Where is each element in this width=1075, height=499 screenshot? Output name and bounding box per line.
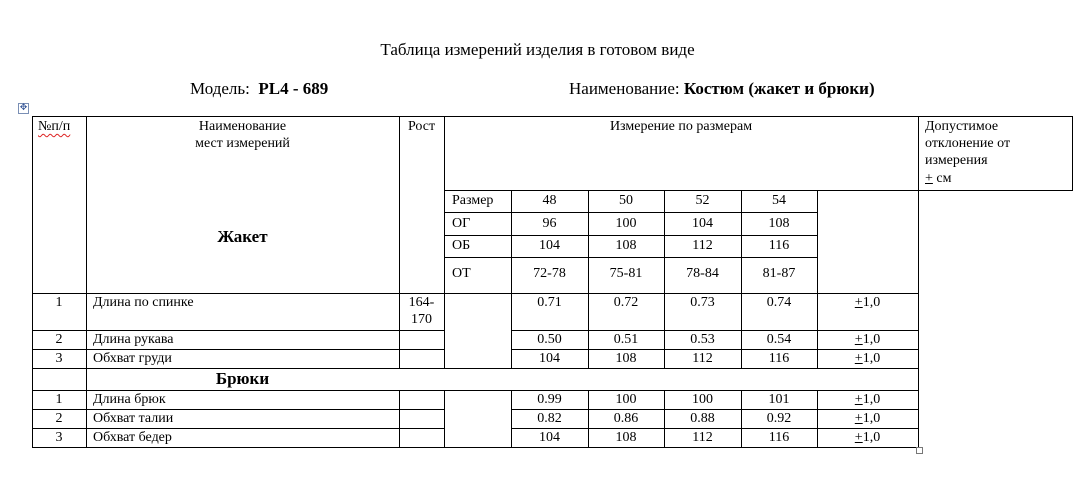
measurement-value: 0.92 (766, 411, 792, 426)
product-name-value: Костюм (жакет и брюки) (683, 79, 875, 98)
measurement-name: Длина рукава (93, 332, 174, 347)
header-tolerance-line4: + см (925, 171, 952, 186)
measurement-name: Длина по спинке (93, 295, 194, 310)
header-tolerance-line2: отклонение от (925, 136, 1011, 151)
size-cell-ot: 75-81 (609, 266, 643, 281)
measurement-name: Обхват бедер (93, 430, 172, 445)
tolerance-value: 1,0 (862, 332, 881, 347)
size-cell-ot: 78-84 (686, 266, 719, 281)
measurement-value: 0.99 (537, 392, 562, 407)
product-name-line (569, 79, 875, 99)
table-resize-handle[interactable] (916, 447, 923, 454)
measurement-value: 108 (615, 351, 637, 366)
height-value-line1: 164- (408, 295, 435, 310)
size-cell-size: 48 (542, 193, 557, 208)
size-cell-size: 54 (772, 193, 786, 208)
section-trousers-title: Брюки (215, 369, 270, 388)
measurement-value: 0.50 (537, 332, 562, 347)
measurement-value: 0.73 (690, 295, 715, 310)
size-cell-ob: 112 (692, 238, 713, 253)
measurement-value: 0.51 (613, 332, 639, 347)
size-cell-ob: 116 (768, 238, 790, 253)
header-measurements: Измерение по размерам (609, 119, 753, 134)
measurement-value: 0.88 (690, 411, 715, 426)
header-place-line2: мест измерений (195, 136, 290, 151)
tolerance-cell (817, 392, 918, 408)
size-cell-ot: 81-87 (762, 266, 796, 281)
og-row-label: ОГ (452, 216, 471, 231)
measurement-value: 100 (615, 392, 637, 407)
plus-minus-sign: + (854, 392, 863, 407)
tolerance-cell (817, 411, 918, 427)
measurement-value: 0.74 (766, 295, 792, 310)
tolerance-cell (817, 351, 918, 367)
plus-minus-sign: + (854, 411, 863, 426)
tolerance-cell (817, 332, 918, 348)
row-number: 3 (55, 351, 63, 366)
measurement-value: 0.71 (537, 295, 562, 310)
header-tolerance-line3: измерения (925, 153, 988, 168)
measurement-value: 104 (539, 430, 560, 445)
row-number: 1 (55, 392, 63, 407)
measurement-value: 0.86 (613, 411, 639, 426)
measurement-value: 0.72 (613, 295, 639, 310)
plus-minus-sign: + (854, 351, 863, 366)
tolerance-value: 1,0 (862, 430, 881, 445)
row-number: 2 (55, 411, 63, 426)
header-height: Рост (407, 119, 436, 134)
measurement-name: Длина брюк (93, 392, 166, 407)
size-row-label: Размер (452, 193, 494, 208)
row-number: 1 (55, 295, 63, 310)
header-number: №п/п (38, 119, 71, 134)
measurement-value: 116 (768, 430, 790, 445)
move-table-icon[interactable]: ✥ (19, 103, 28, 113)
model-label: Модель: (190, 79, 250, 98)
tolerance-value: 1,0 (862, 351, 881, 366)
header-place-line1: Наименование (198, 119, 287, 134)
size-cell-og: 96 (542, 216, 557, 231)
size-cell-og: 100 (615, 216, 637, 231)
size-cell-ot: 72-78 (533, 266, 566, 281)
measurement-value: 101 (768, 392, 790, 407)
tolerance-cell (817, 430, 918, 446)
measurement-value: 100 (692, 392, 713, 407)
header-tolerance-line1: Допустимое (925, 119, 999, 134)
ot-row-label: ОТ (452, 266, 471, 281)
plus-minus-sign: + (854, 430, 863, 445)
size-cell-og: 108 (768, 216, 790, 231)
size-cell-og: 104 (692, 216, 713, 231)
size-cell-ob: 108 (615, 238, 637, 253)
product-name-label: Наименование: (569, 79, 680, 98)
size-cell-size: 50 (619, 193, 633, 208)
size-cell-ob: 104 (539, 238, 560, 253)
plus-minus-sign: + (854, 332, 863, 347)
measurement-value: 0.54 (766, 332, 792, 347)
measurement-value: 116 (768, 351, 790, 366)
ob-row-label: ОБ (452, 238, 471, 253)
model-line (190, 79, 328, 99)
measurement-value: 104 (539, 351, 560, 366)
measurement-name: Обхват груди (93, 351, 172, 366)
measurement-name: Обхват талии (93, 411, 174, 426)
tolerance-value: 1,0 (862, 295, 881, 310)
tolerance-value: 1,0 (862, 411, 881, 426)
document-title: Таблица измерений изделия в готовом виде (380, 40, 695, 59)
measurement-value: 108 (615, 430, 637, 445)
section-jacket-title: Жакет (217, 227, 268, 246)
measurement-value: 112 (692, 430, 713, 445)
height-value-line2: 170 (411, 312, 432, 327)
row-number: 3 (55, 430, 63, 445)
tolerance-cell (817, 295, 918, 311)
measurement-value: 0.53 (690, 332, 715, 347)
measurement-value: 0.82 (537, 411, 562, 426)
model-value: PL4 - 689 (258, 79, 329, 98)
row-number: 2 (55, 332, 63, 347)
plus-minus-sign: + (854, 295, 863, 310)
measurement-value: 112 (692, 351, 713, 366)
size-cell-size: 52 (695, 193, 710, 208)
tolerance-value: 1,0 (862, 392, 881, 407)
